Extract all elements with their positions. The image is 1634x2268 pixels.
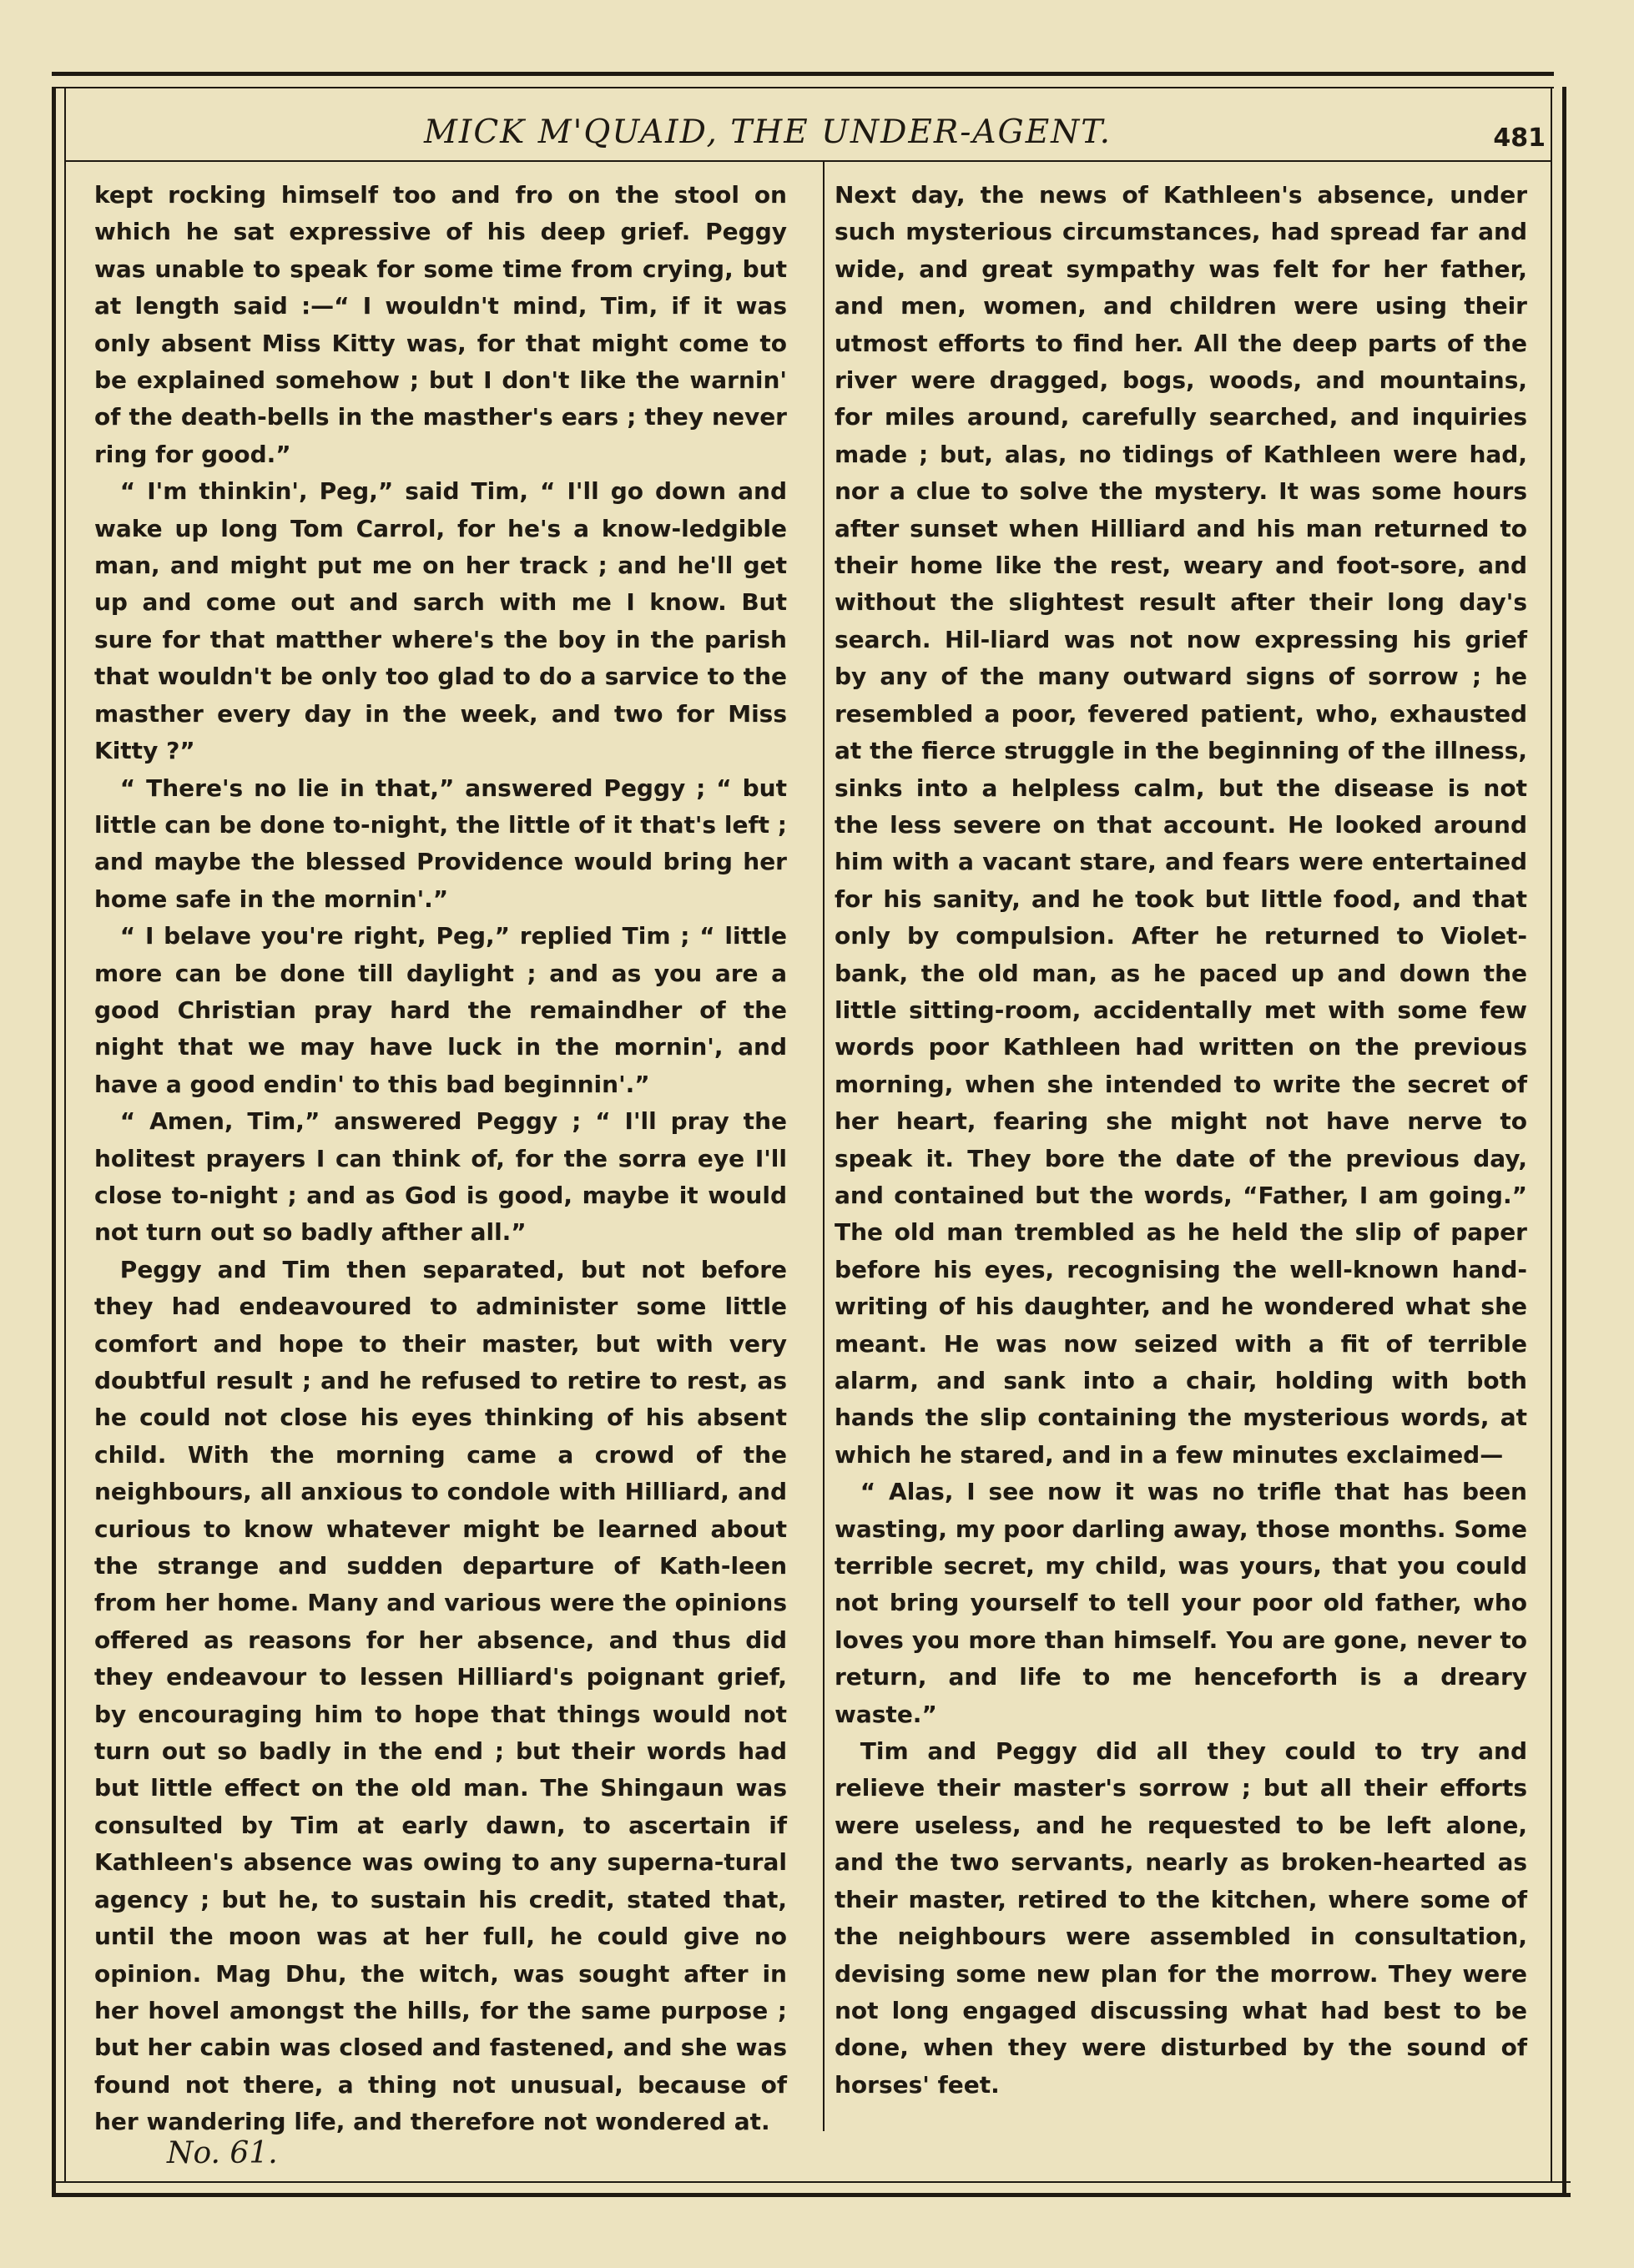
- page-number: 481: [1493, 123, 1546, 153]
- bottom-border-rule-thin: [52, 2181, 1571, 2183]
- paragraph: kept rocking himself too and fro on the stool on which he sat expressive of his deep grief. Peggy was unable to speak for some time from crying, but at length said :—“ I wouldn't mind, Tim, if it was only absent Miss Kitty was, for that might come to be explained somehow ; but I don't like the warnin' of the death-bells in the masther's ears ; they never ring for good.”: [94, 181, 787, 468]
- page-header: [50, 105, 1552, 159]
- paragraph: “ There's no lie in that,” answered Peggy ; “ but little can be done to-night, the little of it that's left ; and maybe the blessed Providence would bring her home safe in the mornin'.”: [94, 774, 787, 913]
- header-divider-rule: [64, 160, 1552, 162]
- left-border-rule-thin: [64, 87, 66, 2183]
- paragraph: Tim and Peggy did all they could to try and relieve their master's sorrow ; but all their efforts were useless, and he requested to be left alone, and the two servants, nearly as broken-hearted as their master, retired to the kitchen, where some of the neighbours were assembled in consultation, devising some new plan for the morrow. They were not long engaged discussing what had best to be done, when they were disturbed by the sound of horses' feet.: [835, 1737, 1527, 2099]
- paragraph: Next day, the news of Kathleen's absence, under such mysterious circumstances, had spread far and wide, and great sympathy was felt for her father, and men, women, and children were using their utmost efforts to find her. All the deep parts of the river were dragged, bogs, woods, and mountains, for miles around, carefully searched, and inquiries made ; but, alas, no tidings of Kathleen were had, nor a clue to solve the mystery. It was some hours after sunset when Hilliard and his man returned to their home like the rest, weary and foot-sore, and without the slightest result after their long day's search. Hil-liard was not now expressing his grief by any of the many outward signs of sorrow ; he resembled a poor, fevered patient, who, exhausted at the fierce struggle in the beginning of the illness, sinks into a helpless calm, but the disease is not the less severe on that account. He looked around him with a vacant stare, and fears were entertained for his sanity, and he took but little food, and that only by compulsion. After he returned to Violet-bank, the old man, as he paced up and down the little sitting-room, accidentally met with some few words poor Kathleen had written on the previous morning, when she intended to write the secret of her heart, fearing she might not have nerve to speak it. They bore the date of the previous day, and contained but the words, “Father, I am going.” The old man trembled as he held the slip of paper before his eyes, recognising the well-known hand-writing of his daughter, and he wondered what she meant. He was now seized with a fit of terrible alarm, and sank into a chair, holding with both hands the slip containing the mysterious words, at which he stared, and in a few minutes exclaimed—: [835, 181, 1527, 1469]
- running-title: MICK M'QUAID, THE UNDER-AGENT.: [423, 113, 1112, 151]
- paragraph: “ I belave you're right, Peg,” replied Tim ; “ little more can be done till daylight ; and as you are a good Christian pray hard the remaindher of the night that we may have luck in the mornin', and have a good endin' to this bad beginnin'.”: [94, 922, 787, 1098]
- paragraph: “ Amen, Tim,” answered Peggy ; “ I'll pray the holitest prayers I can think of, for the sorra eye I'll close to-night ; and as God is good, maybe it would not turn out so badly afther all.”: [94, 1107, 787, 1247]
- signature-mark: No. 61.: [167, 2136, 278, 2170]
- paragraph: “ I'm thinkin', Peg,” said Tim, “ I'll go down and wake up long Tom Carrol, for he's a know-ledgible man, and might put me on her track ; and he'll get up and come out and sarch with me I know. But sure for that matther where's the boy in the parish that wouldn't be only too glad to do a sarvice to the masther every day in the week, and two for Miss Kitty ?”: [94, 477, 787, 765]
- left-border-rule-thick: [52, 87, 56, 2196]
- right-border-rule-thin: [1551, 87, 1552, 2183]
- paragraph: “ Alas, I see now it was no trifle that has been wasting, my poor darling away, those months. Some terrible secret, my child, was yours, that you could not bring yourself to tell your poor old father, who loves you more than himself. You are gone, never to return, and life to me henceforth is a dreary waste.”: [835, 1478, 1527, 1728]
- column-divider-rule: [823, 162, 825, 2131]
- right-text-column: [835, 177, 1527, 2113]
- right-border-rule-thick: [1562, 87, 1566, 2196]
- top-border-rule-thick: [52, 72, 1554, 76]
- bottom-border-rule-thick: [52, 2193, 1571, 2197]
- top-border-rule-thin: [52, 87, 1554, 88]
- paragraph: Peggy and Tim then separated, but not before they had endeavoured to administer some little comfort and hope to their master, but with very doubtful result ; and he refused to retire to rest, as he could not close his eyes thinking of his absent child. With the morning came a crowd of the neighbours, all anxious to condole with Hilliard, and curious to know whatever might be learned about the strange and sudden departure of Kath-leen from her home. Many and various were the opinions offered as reasons for her absence, and thus did they endeavour to lessen Hilliard's poignant grief, by encouraging him to hope that things would not turn out so badly in the end ; but their words had but little effect on the old man. The Shingaun was consulted by Tim at early dawn, to ascertain if Kathleen's absence was owing to any superna-tural agency ; but he, to sustain his credit, stated that, until the moon was at her full, he could give no opinion. Mag Dhu, the witch, was sought after in her hovel amongst the hills, for the same purpose ; but her cabin was closed and fastened, and she was found not there, a thing not unusual, because of her wandering life, and therefore not wondered at.: [94, 1255, 787, 2136]
- left-text-column: [94, 177, 787, 2136]
